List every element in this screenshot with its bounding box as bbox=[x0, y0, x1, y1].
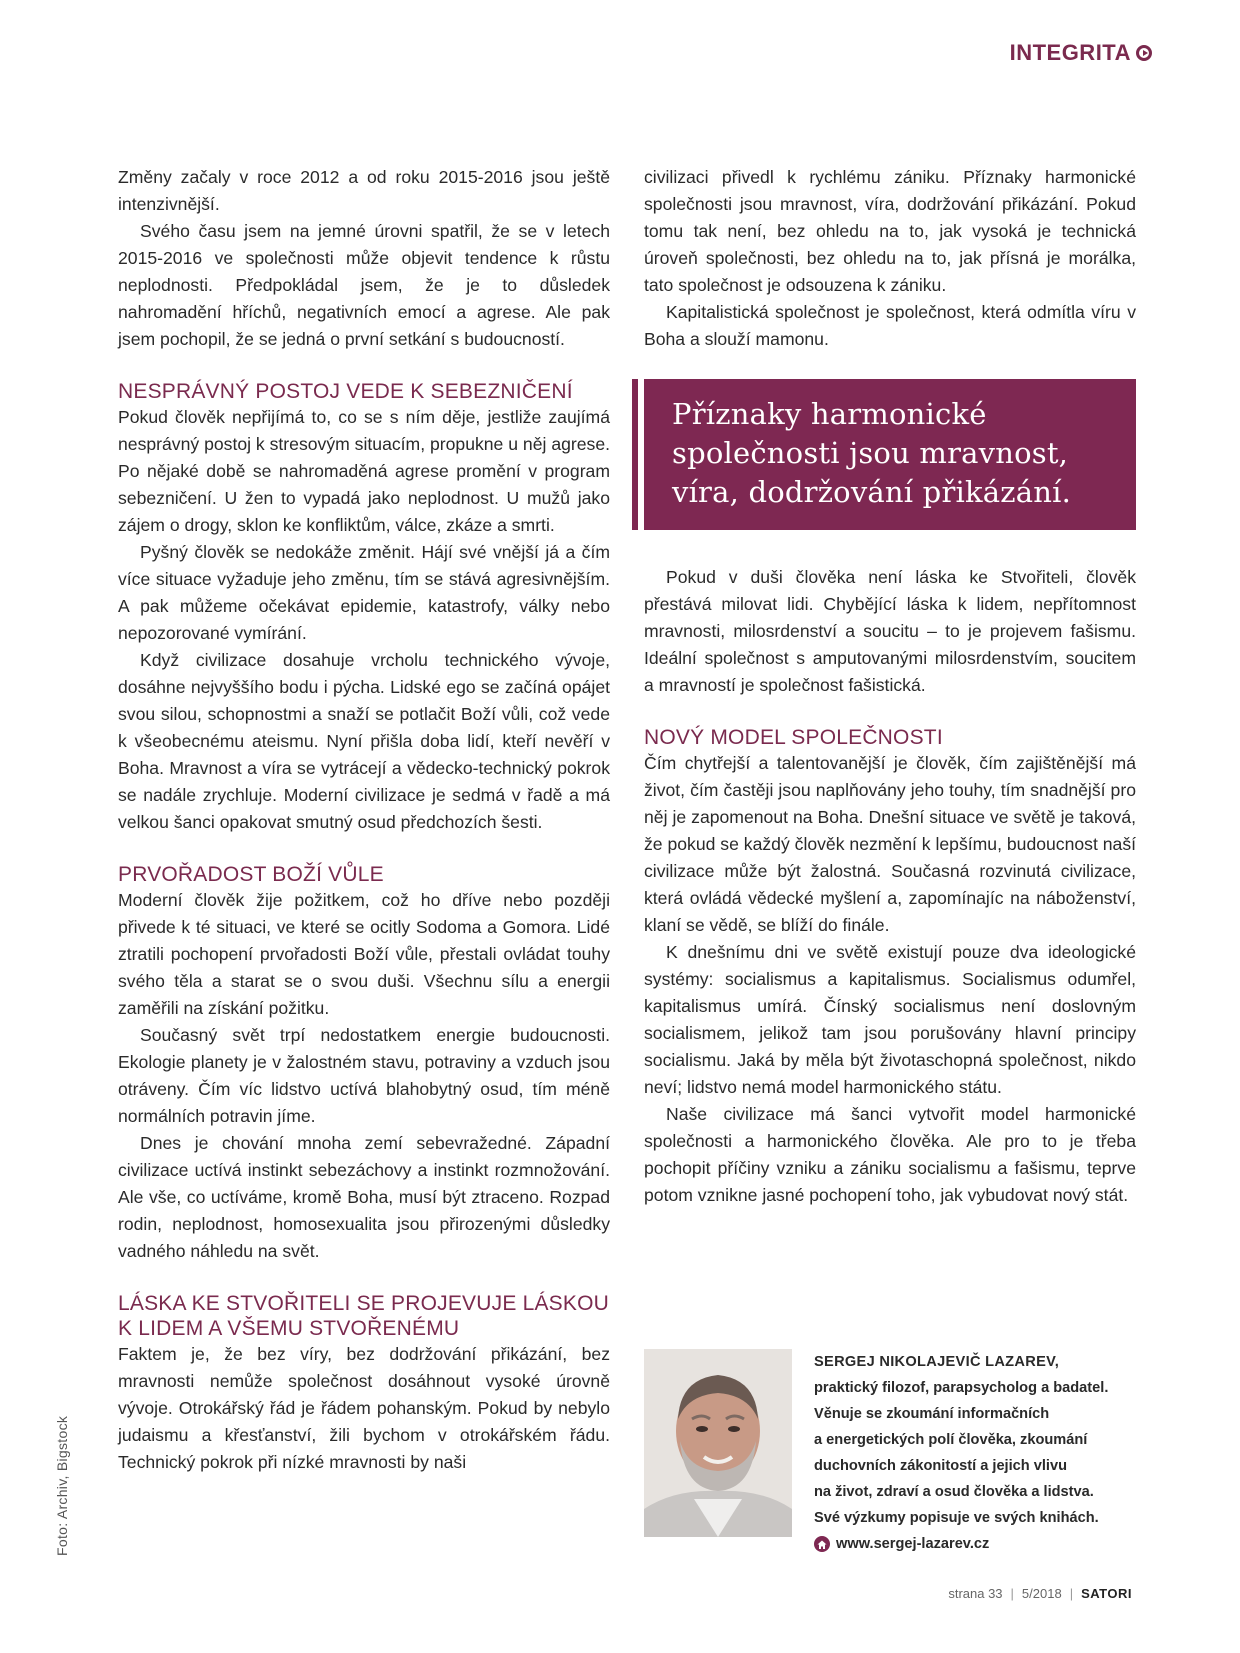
paragraph: Změny začaly v roce 2012 a od roku 2015-2016 jsou ještě intenzivnější. bbox=[118, 167, 610, 214]
section-heading: PRVOŘADOST BOŽÍ VŮLE bbox=[118, 863, 384, 886]
footer-separator: | bbox=[1010, 1586, 1014, 1601]
paragraph: Dnes je chování mnoha zemí sebevražedné. Západní civilizace uctívá instinkt sebezáchovy a instinkt rozmnožování. Ale vše, co uctíváme, kromě Boha, musí být ztraceno. Rozpad rodin, neplodnost, homosexualita jsou přirozenými důsledky vadného náhledu na svět. bbox=[118, 1133, 610, 1261]
page-footer bbox=[948, 1586, 1132, 1601]
right-column bbox=[644, 164, 1136, 1209]
bio-text bbox=[814, 1349, 1144, 1557]
paragraph: Svého času jsem na jemné úrovni spatřil, že se v letech 2015-2016 ve společnosti může objevit tendence k růstu neplodnosti. Předpokládal jsem, že je to důsledek nahromadění hříchů, negativních emocí a agrese. Ale pak jsem pochopil, že se jedná o první setkání s budoucností. bbox=[118, 221, 610, 349]
author-name: SERGEJ NIKOLAJEVIČ LAZAREV, bbox=[814, 1354, 1060, 1370]
bio-line: duchovních zákonitostí a jejich vlivu bbox=[814, 1458, 1068, 1474]
section-tag bbox=[1010, 40, 1152, 66]
bio-line: praktický filozof, parapsycholog a badatel. Věnuje se zkoumání informačních bbox=[814, 1380, 1109, 1422]
photo-credit: Foto: Archiv, Bigstock bbox=[54, 1415, 70, 1556]
footer-separator: | bbox=[1069, 1586, 1074, 1601]
pull-quote bbox=[638, 379, 1136, 530]
paragraph: K dnešnímu dni ve světě existují pouze dva ideologické systémy: socialismus a kapitalismus. Socialismus odumřel, kapitalismus umírá. Čínský socialismus není doslovným socialismem, jelikož tam jsou porušovány hlavní principy socialismu. Jaká by měla být životaschopná společnost, nikdo neví; lidstvo nemá model harmonického státu. bbox=[644, 942, 1136, 1097]
paragraph: civilizaci přivedl k rychlému zániku. Příznaky harmonické společnosti jsou mravnost, víra, dodržování přikázání. Pokud tomu tak není, bez ohledu na to, jak vysoká je technická úroveň společnosti, bez ohledu na to, jak přísná je morálka, tato společnost je odsouzena k zániku. bbox=[644, 167, 1136, 295]
author-photo bbox=[644, 1349, 792, 1537]
pull-quote-text: Příznaky harmonické společnosti jsou mravnost, víra, dodržování přikázání. bbox=[672, 397, 1071, 509]
page-number: strana 33 bbox=[948, 1586, 1003, 1601]
home-icon bbox=[814, 1536, 830, 1552]
section-heading: NESPRÁVNÝ POSTOJ VEDE K SEBEZNIČENÍ bbox=[118, 380, 573, 403]
website-row bbox=[814, 1531, 1144, 1557]
issue-number: 5/2018 bbox=[1021, 1586, 1062, 1601]
author-portrait-illustration bbox=[644, 1349, 792, 1537]
left-column bbox=[118, 164, 610, 1476]
paragraph: Pokud v duši člověka není láska ke Stvořiteli, člověk přestává milovat lidi. Chybějící láska k lidem, nepřítomnost mravnosti, milosrdenství a soucitu – to je projevem fašismu. Ideální společnost s amputovanými milosrdenstvím, soucitem a mravností je společnost fašistická. bbox=[644, 567, 1136, 695]
author-bio bbox=[644, 1349, 1136, 1552]
section-heading: NOVÝ MODEL SPOLEČNOSTI bbox=[644, 726, 943, 749]
section-tag-label: INTEGRITA bbox=[1009, 40, 1131, 65]
magazine-brand: SATORI bbox=[1081, 1586, 1132, 1601]
bio-line: a energetických polí člověka, zkoumání bbox=[814, 1432, 1088, 1448]
paragraph: Faktem je, že bez víry, bez dodržování přikázání, bez mravnosti nemůže společnost dosáhnout vysoké úrovně vývoje. Otrokářský řád je řádem pohanským. Pokud by nebylo judaismu a křesťanství, žili bychom v otrokářském řádu. Technický pokrok při nízké mravnosti by naši bbox=[118, 1344, 610, 1472]
paragraph: Pyšný člověk se nedokáže změnit. Hájí své vnější já a čím více situace vyžaduje jeho změnu, tím se stává agresivnějším. A pak můžeme očekávat epidemie, katastrofy, války nebo nepozorované vymírání. bbox=[118, 542, 610, 643]
paragraph: Naše civilizace má šanci vytvořit model harmonické společnosti a harmonického člověka. Ale pro to je třeba pochopit příčiny vzniku a zániku socialismu a fašismu, teprve potom vznikne jasné pochopení toho, jak vybudovat nový stát. bbox=[644, 1104, 1136, 1205]
paragraph: Moderní člověk žije požitkem, což ho dříve nebo později přivede k té situaci, ve které se ocitly Sodoma a Gomora. Lidé ztratili pochopení prvořadosti Boží vůle, přestali ovládat touhy svého těla a starat se o svou duši. Všechnu sílu a energii zaměřili na získání požitku. bbox=[118, 890, 610, 1018]
arrow-circle-icon bbox=[1136, 45, 1152, 61]
paragraph: Kapitalistická společnost je společnost, která odmítla víru v Boha a slouží mamonu. bbox=[644, 302, 1136, 349]
paragraph: Současný svět trpí nedostatkem energie budoucnosti. Ekologie planety je v žalostném stavu, potraviny a vzduch jsou otráveny. Čím víc lidstvo uctívá blahobytný osud, tím méně normálních potravin jíme. bbox=[118, 1025, 610, 1126]
paragraph: Když civilizace dosahuje vrcholu technického vývoje, dosáhne nejvyššího bodu i pýcha. Lidské ego se začíná opájet svou silou, schopnostmi a snaží se potlačit Boží vůli, což vede k všeobecnému ateismu. Nyní přišla doba lidí, kteří nevěří v Boha. Mravnost a víra se vytrácejí a vědecko-technický pokrok se nadále zrychluje. Moderní civilizace je sedmá v řadě a má velkou šanci opakovat smutný osud předchozích šesti. bbox=[118, 650, 610, 832]
bio-line: na život, zdraví a osud člověka a lidstva. bbox=[814, 1484, 1094, 1500]
section-heading: LÁSKA KE STVOŘITELI SE PROJEVUJE LÁSKOU K LIDEM A VŠEMU STVOŘENÉMU bbox=[118, 1292, 609, 1340]
paragraph: Čím chytřejší a talentovanější je člověk, čím zajištěnější má život, čím častěji jsou naplňovány jeho touhy, tím snadnější pro něj je zapomenout na Boha. Dnešní situace ve světě je taková, že pokud se každý člověk nezmění k lepšímu, budoucnost naší civilizace může být žalostná. Současná rozvinutá civilizace, která ovládá vědecké myšlení a, zapomínajíc na náboženství, klaní se vědě, se blíží do finále. bbox=[644, 753, 1136, 935]
bio-line: Své výzkumy popisuje ve svých knihách. bbox=[814, 1510, 1099, 1526]
website-link[interactable]: www.sergej-lazarev.cz bbox=[836, 1536, 990, 1552]
paragraph: Pokud člověk nepřijímá to, co se s ním děje, jestliže zaujímá nesprávný postoj k stresovým situacím, propukne u něj agrese. Po nějaké době se nahromaděná agrese promění v program sebezničení. U žen to vypadá jako neplodnost. U mužů jako zájem o drogy, sklon ke konfliktům, válce, zkáze a smrti. bbox=[118, 407, 610, 535]
